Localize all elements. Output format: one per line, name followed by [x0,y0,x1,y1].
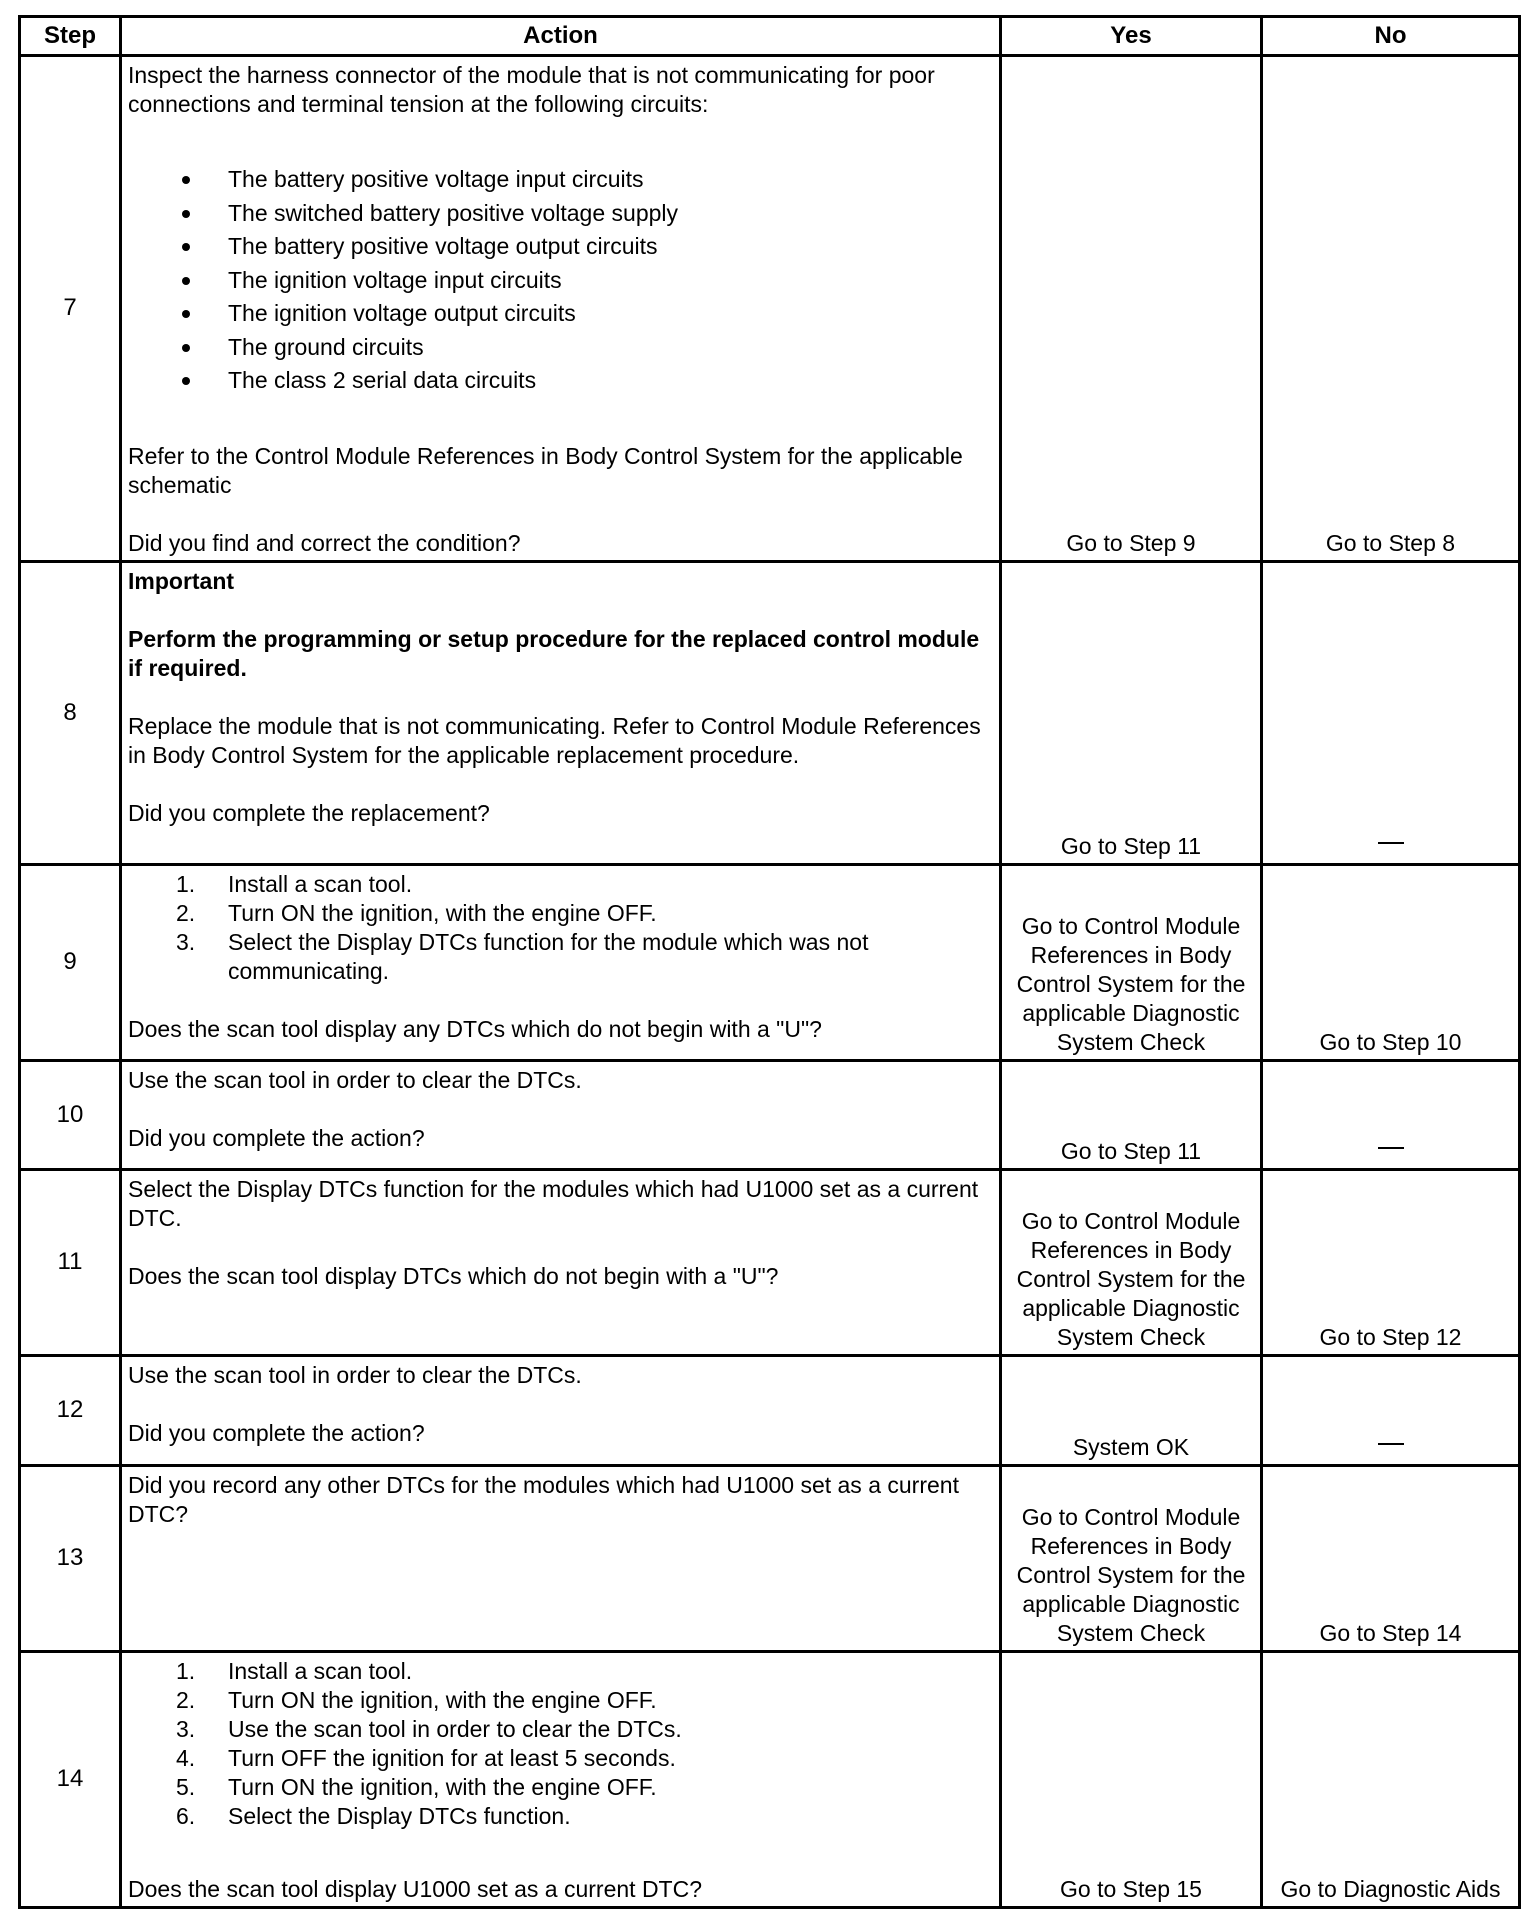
item-number: 1. [176,1657,196,1684]
yes-result: Go to Step 11 [1001,561,1262,864]
header-step: Step [20,17,121,56]
action-body: Did you record any other DTCs for the modules which had U1000 set as a current DTC? [128,1471,959,1527]
no-result [1262,1060,1520,1169]
important-label: Important [128,567,235,594]
header-action: Action [121,17,1001,56]
action-question: Does the scan tool display DTCs which do not begin with a "U"? [128,1262,779,1289]
list-item: The ignition voltage input circuits [128,264,993,298]
item-number: 2. [176,899,196,926]
step-number: 11 [20,1169,121,1355]
list-item: The class 2 serial data circuits [128,364,993,398]
yes-result: Go to Step 9 [1001,56,1262,562]
yes-result: Go to Control Module References in Body Control System for the applicable Diagnostic System Check [1001,1465,1262,1651]
item-text: Install a scan tool. [228,1657,413,1684]
step-number: 13 [20,1465,121,1651]
list-item [128,1802,993,1831]
item-number: 2. [176,1686,196,1713]
item-text: Install a scan tool. [228,870,413,897]
table-row-step-13 [20,1465,1520,1651]
dash-mark [1378,1443,1404,1445]
action-cell [121,56,1001,562]
item-number: 3. [176,1715,196,1742]
no-result: Go to Diagnostic Aids [1262,1651,1520,1907]
list-item [128,928,993,986]
action-cell [121,1651,1001,1907]
no-result: Go to Step 8 [1262,56,1520,562]
no-result: Go to Step 10 [1262,864,1520,1060]
step-number: 10 [20,1060,121,1169]
step-number: 8 [20,561,121,864]
list-item: The ignition voltage output circuits [128,297,993,331]
table-row-step-9 [20,864,1520,1060]
step-number: 7 [20,56,121,562]
action-cell [121,1465,1001,1651]
item-text: Use the scan tool in order to clear the DTCs. [228,1715,682,1742]
procedure-list [128,870,993,986]
action-cell [121,1355,1001,1465]
yes-result: Go to Control Module References in Body Control System for the applicable Diagnostic System Check [1001,864,1262,1060]
table-row-step-7 [20,56,1520,562]
diagnostic-table [18,15,1521,1909]
action-question: Does the scan tool display any DTCs which do not begin with a "U"? [128,1015,822,1042]
no-result [1262,561,1520,864]
list-item: The battery positive voltage input circuits [128,163,993,197]
table-row-step-12 [20,1355,1520,1465]
list-item [128,1686,993,1715]
action-cell [121,561,1001,864]
list-item: The ground circuits [128,331,993,365]
action-body: Use the scan tool in order to clear the DTCs. [128,1361,582,1388]
item-number: 4. [176,1744,196,1771]
item-number: 5. [176,1773,196,1800]
action-question: Did you complete the action? [128,1419,425,1446]
action-note: Refer to the Control Module References in Body Control System for the applicable schematic [128,442,963,498]
action-body: Use the scan tool in order to clear the DTCs. [128,1066,582,1093]
table-row-step-11 [20,1169,1520,1355]
table-row-step-14 [20,1651,1520,1907]
item-text: Turn ON the ignition, with the engine OFF. [228,899,657,926]
item-number: 6. [176,1802,196,1829]
item-number: 3. [176,928,196,955]
dash-mark [1378,1147,1404,1149]
list-item [128,1657,993,1686]
step-number: 9 [20,864,121,1060]
yes-result: Go to Step 15 [1001,1651,1262,1907]
list-item [128,1744,993,1773]
yes-result: Go to Control Module References in Body Control System for the applicable Diagnostic System Check [1001,1169,1262,1355]
list-item [128,870,993,899]
header-row [20,17,1520,56]
item-number: 1. [176,870,196,897]
action-question: Did you complete the action? [128,1124,425,1151]
action-cell [121,1169,1001,1355]
table-row-step-10 [20,1060,1520,1169]
circuit-list [128,163,993,398]
table-row-step-8 [20,561,1520,864]
action-intro: Inspect the harness connector of the module that is not communicating for poor connections and terminal tension at the following circuits: [128,62,935,117]
item-text: Select the Display DTCs function for the module which was not communicating. [228,928,869,984]
list-item [128,1773,993,1802]
list-item [128,899,993,928]
item-text: Turn OFF the ignition for at least 5 seconds. [228,1744,676,1771]
action-question: Did you find and correct the condition? [128,529,521,556]
important-text: Perform the programming or setup procedure for the replaced control module if required. [128,625,980,681]
no-result: Go to Step 14 [1262,1465,1520,1651]
yes-result: Go to Step 11 [1001,1060,1262,1169]
list-item [128,1715,993,1744]
action-question: Does the scan tool display U1000 set as a current DTC? [128,1875,703,1902]
item-text: Turn ON the ignition, with the engine OFF. [228,1686,657,1713]
no-result [1262,1355,1520,1465]
no-result: Go to Step 12 [1262,1169,1520,1355]
item-text: Turn ON the ignition, with the engine OFF. [228,1773,657,1800]
action-cell [121,1060,1001,1169]
item-text: Select the Display DTCs function. [228,1802,571,1829]
action-cell [121,864,1001,1060]
step-number: 14 [20,1651,121,1907]
procedure-list [128,1657,993,1831]
action-question: Did you complete the replacement? [128,799,490,826]
yes-result: System OK [1001,1355,1262,1465]
step-number: 12 [20,1355,121,1465]
header-yes: Yes [1001,17,1262,56]
list-item: The battery positive voltage output circuits [128,230,993,264]
dash-mark [1378,842,1404,844]
header-no: No [1262,17,1520,56]
list-item: The switched battery positive voltage supply [128,197,993,231]
action-body: Select the Display DTCs function for the modules which had U1000 set as a current DTC. [128,1175,979,1231]
action-body: Replace the module that is not communicating. Refer to Control Module References in Body Control System for the applicable replacement procedure. [128,712,981,768]
